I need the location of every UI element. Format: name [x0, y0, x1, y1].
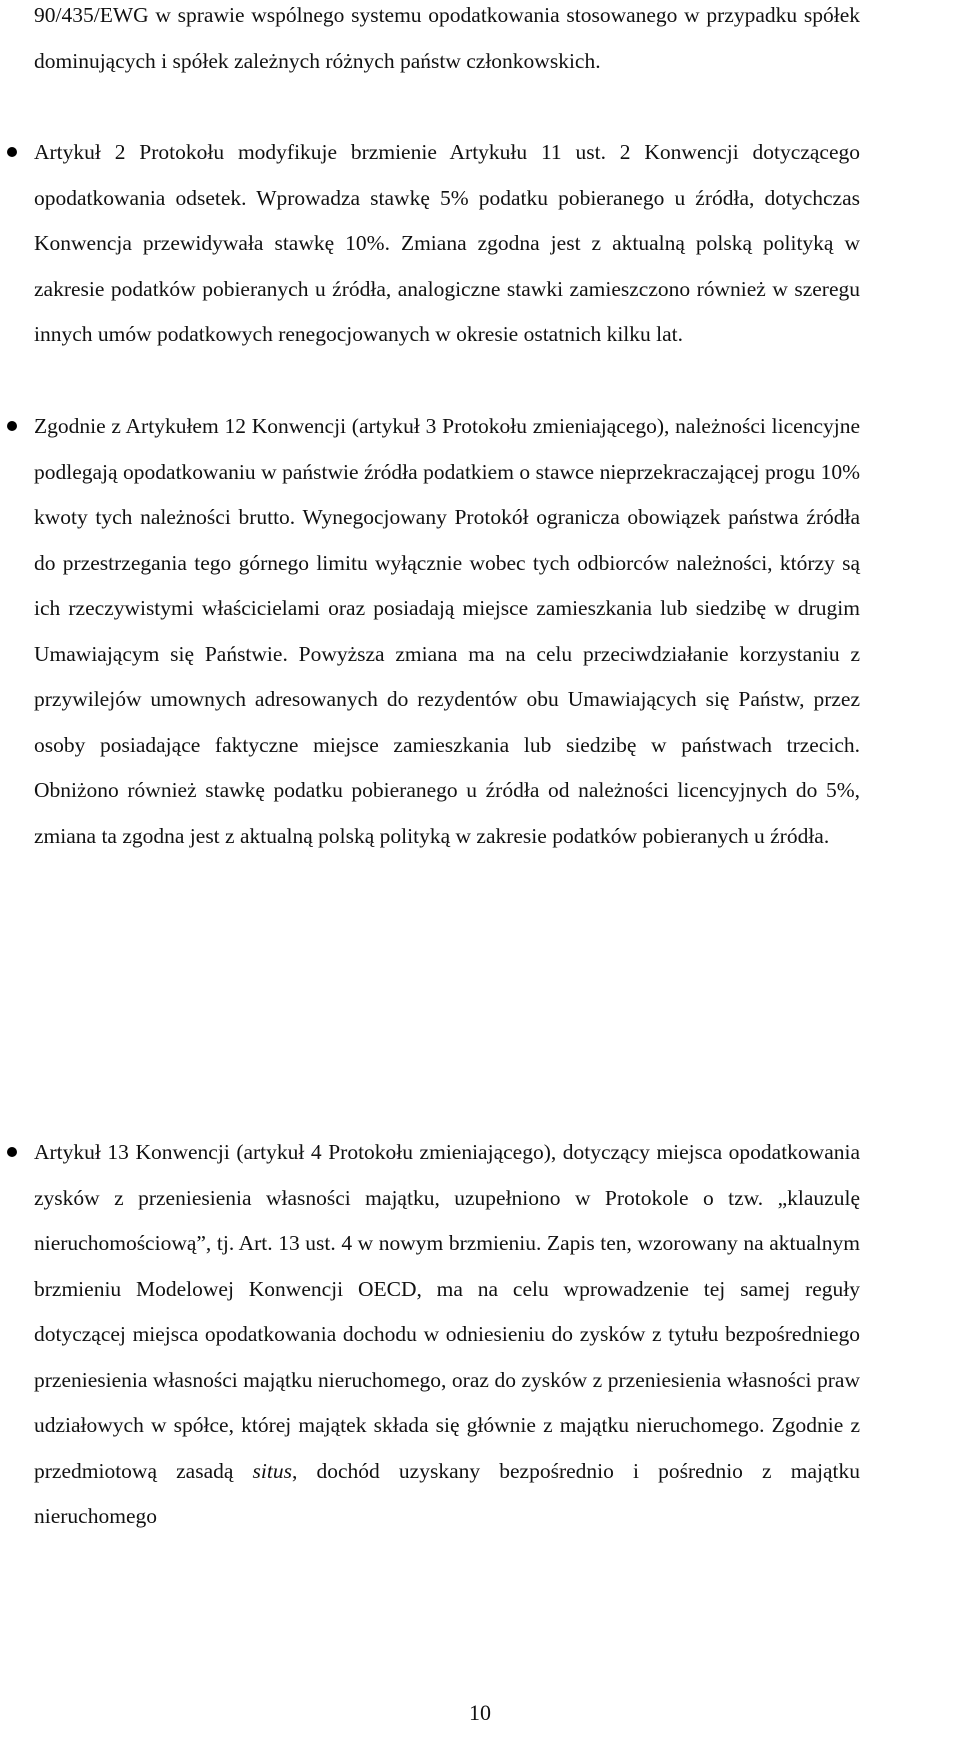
continuation-paragraph: 90/435/EWG w sprawie wspólnego systemu opodatkowania stosowanego w przypadku spółek dominujących i spółek zależnych różnych państw członkowskich. [34, 3, 860, 73]
bullet-text-part: , dochód uzyskany bezpośrednio i pośrednio z majątku nieruchomego [34, 1458, 860, 1528]
bullet-text-part: Artykuł 13 Konwencji (artykuł 4 Protokołu zmieniającego), dotyczący miejsca opodatkowania zysków z przeniesienia własności majątku, uzupełniono w Protokole o tzw. „klauzulę nieruchomościową”, tj. Art. 13 ust. 4 w nowym brzmieniu. Zapis ten, wzorowany na aktualnym brzmieniu Modelowej Konwencji OECD, ma na celu wprowadzenie tej samej reguły dotyczącej miejsca opodatkowania dochodu w odniesieniu do zysków z tytułu bezpośredniego przeniesienia własności majątku nieruchomego, oraz do zysków z przeniesienia własności praw udziałowych w spółce, której majątek składa się głównie z majątku nieruchomego. Zgodnie z przedmiotową zasadą [34, 1140, 860, 1483]
bullet-item-article-2 [34, 130, 860, 358]
bullet-item-article-12 [34, 404, 860, 859]
bullet-item-article-13 [34, 1130, 860, 1540]
bullet-dot-icon [7, 421, 17, 431]
bullet-text: Artykuł 2 Protokołu modyfikuje brzmienie Artykułu 11 ust. 2 Konwencji dotyczącego opodatkowania odsetek. Wprowadza stawkę 5% podatku pobieranego u źródła, dotychczas Konwencja przewidywała stawkę 10%. Zmiana zgodna jest z aktualną polską polityką w zakresie podatków pobieranych u źródła, analogiczne stawki zamieszczono również w szeregu innych umów podatkowych renegocjowanych w okresie ostatnich kilku lat. [34, 140, 860, 346]
page-number: 10 [469, 1700, 491, 1725]
bullet-italic-term: situs [252, 1458, 292, 1483]
bullet-dot-icon [7, 1147, 17, 1157]
bullet-dot-icon [7, 147, 17, 157]
bullet-text: Zgodnie z Artykułem 12 Konwencji (artykuł 3 Protokołu zmieniającego), należności licencyjne podlegają opodatkowaniu w państwie źródła podatkiem o stawce nieprzekraczającej progu 10% kwoty tych należności brutto. Wynegocjowany Protokół ogranicza obowiązek państwa źródła do przestrzegania tego górnego limitu wyłącznie wobec tych odbiorców należności, którzy są ich rzeczywistymi właścicielami oraz posiadają miejsce zamieszkania lub siedzibę w drugim Umawiającym się Państwie. Powyższa zmiana ma na celu przeciwdziałanie korzystaniu z przywilejów umownych adresowanych do rezydentów obu Umawiających się Państw, przez osoby posiadające faktyczne miejsce zamieszkania lub siedzibę w państwach trzecich. Obniżono również stawkę podatku pobieranego u źródła od należności licencyjnych do 5%, zmiana ta zgodna jest z aktualną polską polityką w zakresie podatków pobieranych u źródła. [34, 414, 860, 848]
